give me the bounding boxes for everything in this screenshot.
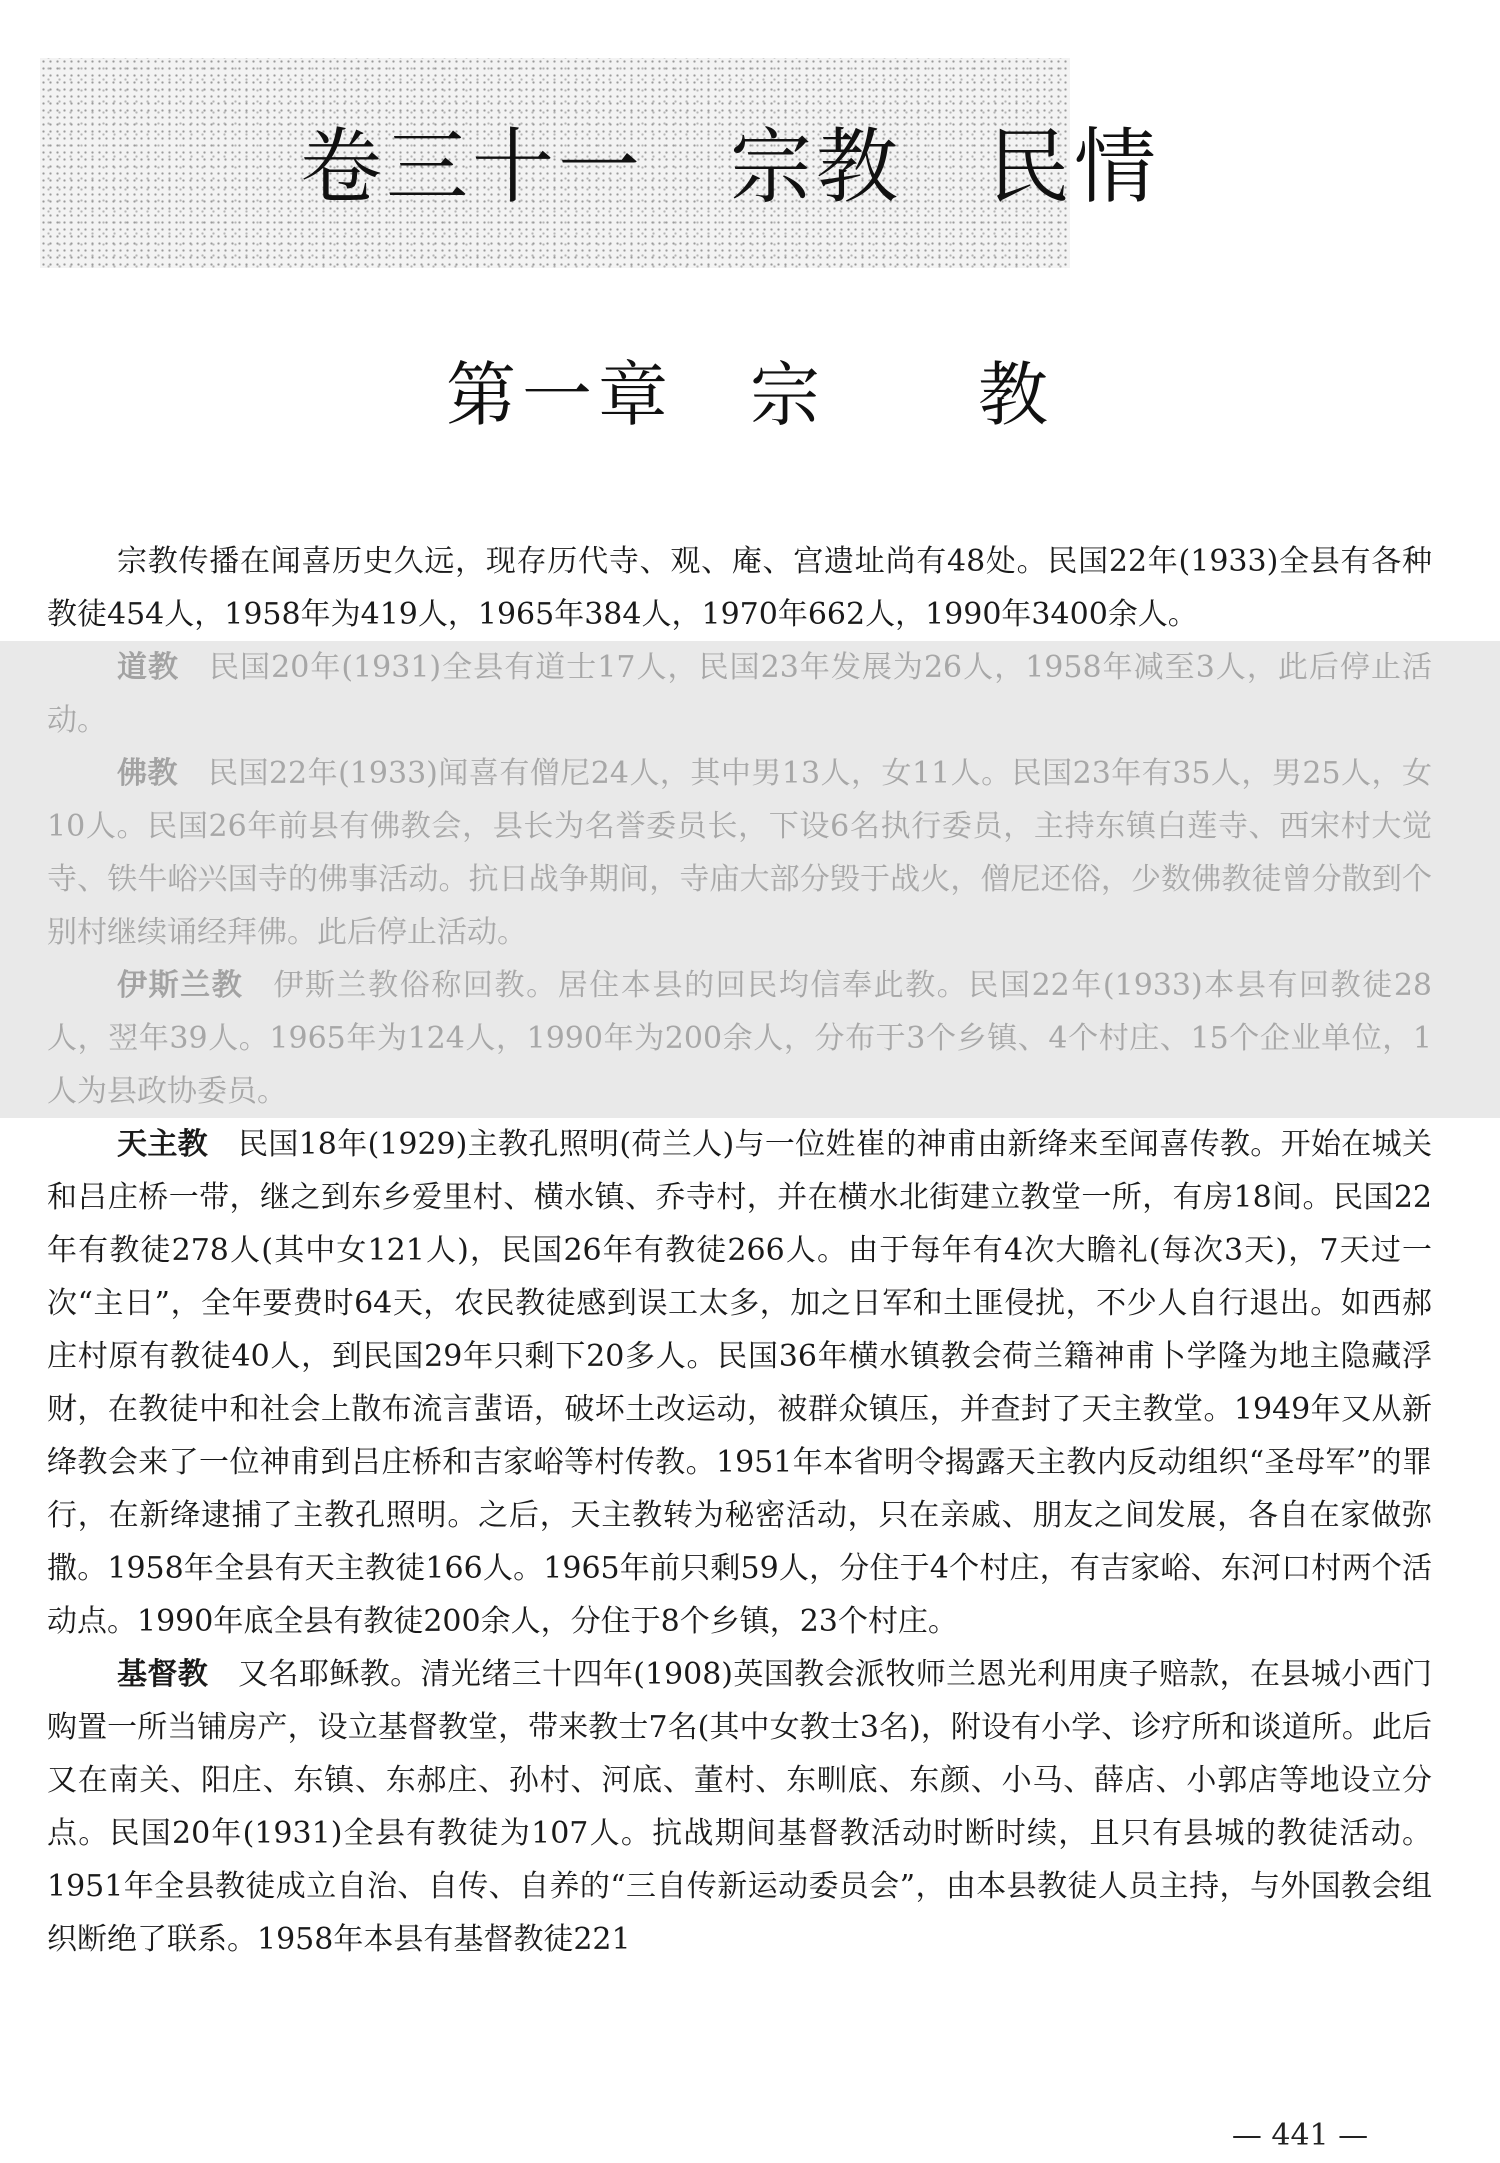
volume-title: 卷三十一 宗教 民情 — [300, 120, 1161, 215]
section-term: 天主教 — [117, 1127, 209, 1162]
page-number: — 441 — — [1231, 2118, 1369, 2153]
section-buddhism — [47, 747, 1432, 959]
section-term: 基督教 — [117, 1657, 209, 1692]
section-term: 伊斯兰教 — [117, 968, 244, 1003]
intro-paragraph: 宗教传播在闻喜历史久远，现存历代寺、观、庵、宫遗址尚有48处。民国22年(1933)全县有各种教徒454人，1958年为419人，1965年384人，1970年662人，1990年3400余人。 — [47, 544, 1432, 632]
section-christianity — [47, 1648, 1432, 1966]
section-catholicism — [47, 1118, 1432, 1648]
section-islam — [47, 959, 1432, 1118]
chapter-title: 第一章 宗 教 — [446, 354, 1054, 436]
section-text: 民国18年(1929)主教孔照明(荷兰人)与一位姓崔的神甫由新绛来至闻喜传教。开始在城关和吕庄桥一带，继之到东乡爱里村、横水镇、乔寺村，并在横水北街建立教堂一所，有房18间。民国22年有教徒278人(其中女121人)，民国26年有教徒266人。由于每年有4次大瞻礼(每次3天)，7天过一次“主日”，全年要费时64天，农民教徒感到误工太多，加之日军和土匪侵扰，不少人自行退出。如西郝庄村原有教徒40人，到民国29年只剩下20多人。民国36年横水镇教会荷兰籍神甫卜学隆为地主隐藏浮财，在教徒中和社会上散布流言蜚语，破坏土改运动，被群众镇压，并查封了天主教堂。1949年又从新绛教会来了一位神甫到吕庄桥和吉家峪等村传教。1951年本省明令揭露天主教内反动组织“圣母军”的罪行，在新绛逮捕了主教孔照明。之后，天主教转为秘密活动，只在亲戚、朋友之间发展，各自在家做弥撒。1958年全县有天主教徒166人。1965年前只剩59人，分住于4个村庄，有吉家峪、东河口村两个活动点。1990年底全县有教徒200余人，分住于8个乡镇，23个村庄。 — [47, 1127, 1433, 1639]
section-term: 佛教 — [117, 756, 178, 791]
section-text: 伊斯兰教俗称回教。居住本县的回民均信奉此教。民国22年(1933)本县有回教徒28人，翌年39人。1965年为124人，1990年为200余人，分布于3个乡镇、4个村庄、15个企业单位，1人为县政协委员。 — [47, 968, 1433, 1109]
section-text: 民国22年(1933)闻喜有僧尼24人，其中男13人，女11人。民国23年有35人，男25人，女10人。民国26年前县有佛教会，县长为名誉委员长，下设6名执行委员，主持东镇白莲寺、西宋村大觉寺、铁牛峪兴国寺的佛事活动。抗日战争期间，寺庙大部分毁于战火，僧尼还俗，少数佛教徒曾分散到个别村继续诵经拜佛。此后停止活动。 — [47, 756, 1432, 950]
section-text: 又名耶稣教。清光绪三十四年(1908)英国教会派牧师兰恩光利用庚子赔款，在县城小西门购置一所当铺房产，设立基督教堂，带来教士7名(其中女教士3名)，附设有小学、诊疗所和谈道所。此后又在南关、阳庄、东镇、东郝庄、孙村、河底、董村、东甽底、东颜、小马、薛店、小郭店等地设立分点。民国20年(1931)全县有教徒为107人。抗战期间基督教活动时断时续，且只有县城的教徒活动。1951年全县教徒成立自治、自传、自养的“三自传新运动委员会”，由本县教徒人员主持，与外国教会组织断绝了联系。1958年本县有基督教徒221 — [47, 1657, 1432, 1957]
body-text — [47, 535, 1432, 1966]
faded-scan-band — [0, 641, 1500, 1118]
section-term: 道教 — [117, 650, 180, 685]
section-taoism — [47, 641, 1432, 747]
section-text: 民国20年(1931)全县有道士17人，民国23年发展为26人，1958年减至3人，此后停止活动。 — [47, 650, 1432, 738]
